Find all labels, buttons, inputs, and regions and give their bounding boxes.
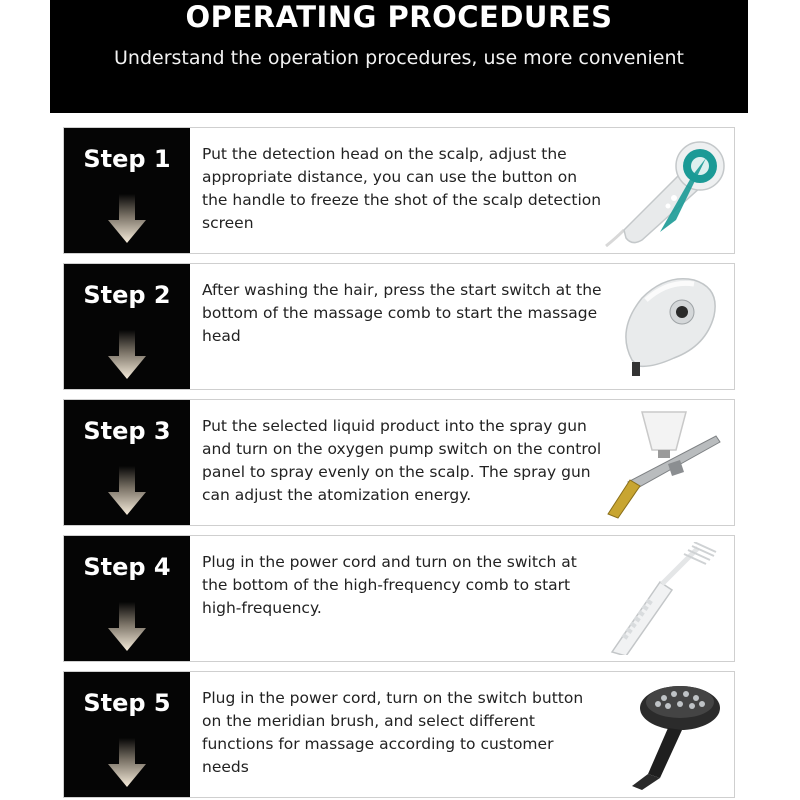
meridian-brush-icon <box>602 678 726 791</box>
step-1 <box>63 127 735 254</box>
down-arrow-icon <box>106 194 148 244</box>
step-label-panel <box>64 264 190 389</box>
step-3 <box>63 399 735 526</box>
scalp-detector-icon <box>602 134 726 247</box>
step-description: After washing the hair, press the start switch at the bottom of the massage comb to start the massage head <box>202 281 602 345</box>
step-label: Step 1 <box>83 145 171 173</box>
step-description: Put the selected liquid product into the spray gun and turn on the oxygen pump switch on the control panel to spray evenly on the scalp. The spray gun can adjust the atomization energy. <box>202 417 602 504</box>
down-arrow-icon <box>106 738 148 788</box>
spray-gun-icon <box>602 406 726 519</box>
massage-comb-icon <box>602 270 726 383</box>
step-4 <box>63 535 735 662</box>
page-header <box>50 0 748 113</box>
step-description: Plug in the power cord, turn on the switch button on the meridian brush, and select different functions for massage according to customer needs <box>202 689 584 776</box>
page-title: OPERATING PROCEDURES <box>185 0 613 34</box>
step-label: Step 4 <box>83 553 171 581</box>
step-label: Step 3 <box>83 417 171 445</box>
step-5 <box>63 671 735 798</box>
step-description: Plug in the power cord and turn on the switch at the bottom of the high-frequency comb to start high-frequency. <box>202 553 577 617</box>
step-2 <box>63 263 735 390</box>
step-label-panel <box>64 672 190 797</box>
down-arrow-icon <box>106 602 148 652</box>
high-frequency-comb-icon <box>602 542 726 655</box>
step-label: Step 5 <box>83 689 171 717</box>
step-label-panel <box>64 536 190 661</box>
step-description: Put the detection head on the scalp, adjust the appropriate distance, you can use the button on the handle to freeze the shot of the scalp detection screen <box>202 145 602 232</box>
step-label: Step 2 <box>83 281 171 309</box>
down-arrow-icon <box>106 330 148 380</box>
step-label-panel <box>64 400 190 525</box>
step-label-panel <box>64 128 190 253</box>
down-arrow-icon <box>106 466 148 516</box>
page-subtitle: Understand the operation procedures, use more convenient <box>114 47 684 69</box>
